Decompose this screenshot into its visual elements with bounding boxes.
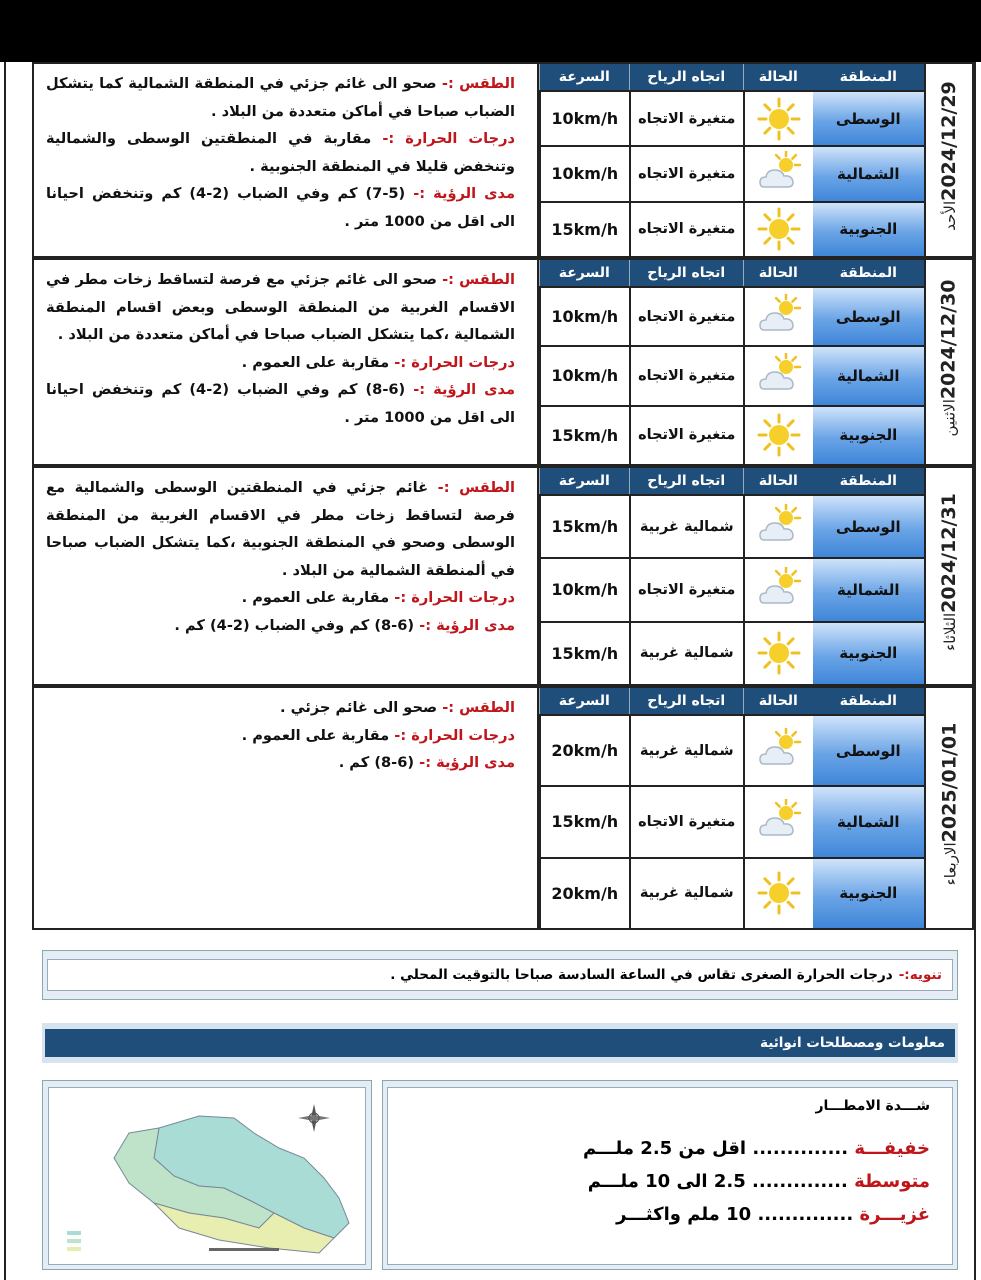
temperature-line	[46, 722, 515, 750]
forecast-row	[539, 201, 924, 256]
region-name: الجنوبية	[813, 203, 924, 256]
wind-direction: شمالية غربية	[629, 623, 743, 684]
forecast-table	[537, 688, 924, 928]
table-header	[539, 260, 924, 286]
forecast-row	[539, 857, 924, 928]
region-name: الجنوبية	[813, 859, 924, 928]
day-name: الأحد	[940, 200, 959, 231]
table-header	[539, 468, 924, 494]
sun-icon	[743, 92, 813, 145]
forecast-table	[537, 64, 924, 256]
rain-item-value: اقل من 2.5 ملـــم	[582, 1138, 747, 1159]
region-name: الجنوبية	[813, 623, 924, 684]
rain-item-dots: ..............	[757, 1204, 854, 1225]
partly-cloudy-icon	[743, 716, 813, 785]
header-region: المنطقة	[813, 688, 924, 714]
forecast-row	[539, 557, 924, 620]
visibility-line	[46, 749, 515, 777]
header-direction: اتجاه الرياح	[629, 688, 743, 714]
forecast-row	[539, 90, 924, 145]
visibility-line	[46, 376, 515, 431]
rain-item-value: 10 ملم واكثـــر	[616, 1204, 752, 1225]
wind-speed: 20km/h	[539, 859, 629, 928]
forecast-row	[539, 405, 924, 464]
sun-icon	[743, 623, 813, 684]
forecast-text	[34, 468, 537, 684]
wind-speed: 10km/h	[539, 288, 629, 345]
wind-speed: 15km/h	[539, 496, 629, 557]
forecast-table	[537, 260, 924, 464]
header-speed: السرعة	[539, 468, 629, 494]
forecast-row	[539, 785, 924, 856]
visibility-line	[46, 612, 515, 640]
region-name: الوسطى	[813, 92, 924, 145]
rain-item-value: 2.5 الى 10 ملـــم	[587, 1171, 746, 1192]
header-state: الحالة	[743, 468, 813, 494]
visibility-text: (6-8) كم وفي الضباب (2-4) كم وتنخفض احيانا الى اقل من 1000 متر .	[46, 381, 515, 426]
visibility-text: (5-7) كم وفي الضباب (2-4) كم وتنخفض احيانا الى اقل من 1000 متر .	[46, 185, 515, 230]
date: 2024/12/31	[938, 493, 960, 613]
forecast-text	[34, 260, 537, 464]
top-black-bar	[0, 0, 981, 62]
date: 2024/12/29	[937, 81, 960, 201]
temperature-text: مقاربة على العموم .	[241, 353, 390, 371]
region-name: الشمالية	[813, 559, 924, 620]
rain-title: شـــدة الامطـــار	[815, 1098, 930, 1114]
temperature-line	[46, 584, 515, 612]
temperature-text: مقاربة في المنطقتين الوسطى والشمالية وتنخفض قليلا في المنطقة الجنوبية .	[46, 130, 515, 175]
temperature-label: درجات الحرارة :-	[394, 589, 515, 606]
wind-direction: متغيرة الاتجاه	[629, 559, 743, 620]
header-region: المنطقة	[813, 260, 924, 286]
table-header	[539, 64, 924, 90]
weather-label: الطقس :-	[441, 75, 515, 92]
note-text: درجات الحرارة الصغرى تقاس في الساعة السادسة صباحا بالتوقيت المحلي .	[390, 967, 893, 983]
note-box	[42, 950, 958, 1000]
date-column	[924, 468, 972, 684]
wind-speed: 10km/h	[539, 147, 629, 200]
temperature-text: مقاربة على العموم .	[241, 726, 390, 744]
visibility-label: مدى الرؤية :-	[413, 381, 516, 398]
region-name: الوسطى	[813, 496, 924, 557]
header-speed: السرعة	[539, 64, 629, 90]
region-name: الشمالية	[813, 347, 924, 404]
region-name: الجنوبية	[813, 407, 924, 464]
weather-text: صحو الى غائم جزئي .	[279, 699, 438, 716]
forecast-text	[34, 64, 537, 256]
wind-direction: متغيرة الاتجاه	[629, 288, 743, 345]
rain-item	[410, 1132, 930, 1165]
forecast-row	[539, 145, 924, 200]
header-state: الحالة	[743, 688, 813, 714]
weather-line	[46, 266, 515, 349]
rain-item-label: متوسطة	[854, 1171, 930, 1192]
forecast-text	[34, 688, 537, 928]
partly-cloudy-icon	[743, 147, 813, 200]
header-direction: اتجاه الرياح	[629, 260, 743, 286]
weather-line	[46, 694, 515, 722]
weather-label: الطقس :-	[437, 479, 515, 496]
visibility-label: مدى الرؤية :-	[419, 616, 515, 634]
partly-cloudy-icon	[743, 559, 813, 620]
wind-speed: 20km/h	[539, 716, 629, 785]
header-state: الحالة	[743, 64, 813, 90]
wind-speed: 10km/h	[539, 559, 629, 620]
info-section-title: معلومات ومصطلحات انوائية	[45, 1029, 955, 1057]
rain-item-dots: ..............	[752, 1138, 849, 1159]
date-column	[924, 260, 972, 464]
header-speed: السرعة	[539, 688, 629, 714]
rain-item	[410, 1198, 930, 1231]
forecast-row	[539, 714, 924, 785]
wind-direction: شمالية غربية	[629, 496, 743, 557]
weather-line	[46, 474, 515, 584]
forecast-day	[32, 466, 974, 686]
sun-icon	[743, 203, 813, 256]
temperature-text: مقاربة على العموم .	[241, 589, 390, 606]
header-region: المنطقة	[813, 64, 924, 90]
partly-cloudy-icon	[743, 787, 813, 856]
weather-text: صحو الى غائم جزئي مع فرصة لتساقط زخات مطر في الاقسام الغربية من المنطقة الوسطى وبعض اقسام المنطقة الشمالية ،كما يتشكل الضباب صباحا في أماكن متعددة من البلاد .	[46, 271, 515, 343]
visibility-label: مدى الرؤية :-	[413, 185, 516, 202]
temperature-line	[46, 125, 515, 180]
region-map-box	[42, 1080, 372, 1270]
forecast-row	[539, 286, 924, 345]
header-state: الحالة	[743, 260, 813, 286]
forecast-row	[539, 494, 924, 557]
weather-label: الطقس :-	[442, 699, 515, 716]
iraq-regions-map	[49, 1088, 367, 1266]
forecast-day	[32, 258, 974, 466]
temperature-line	[46, 349, 515, 377]
info-section-bar	[42, 1023, 958, 1063]
weather-text: صحو الى غائم جزئي في المنطقة الشمالية كما يتشكل الضباب صباحا في أماكن متعددة من البلاد .	[46, 75, 515, 120]
visibility-text: (6-8) كم وفي الضباب (2-4) كم .	[174, 616, 415, 634]
note-label: تنويه:-	[898, 967, 942, 983]
wind-speed: 10km/h	[539, 92, 629, 145]
wind-speed: 10km/h	[539, 347, 629, 404]
wind-direction: شمالية غربية	[629, 716, 743, 785]
wind-speed: 15km/h	[539, 787, 629, 856]
rain-item-label: غزيـــرة	[859, 1204, 930, 1225]
forecast-day	[32, 62, 974, 258]
note-text-row	[47, 959, 953, 991]
wind-direction: متغيرة الاتجاه	[629, 407, 743, 464]
weather-text: غائم جزئي في المنطقتين الوسطى والشمالية مع فرصة لتساقط زخات مطر في الاقسام الغربية من المنطقة الوسطى وصحو في المنطقة الجنوبية ،كما يتشكل الضباب صباحا في ألمنطقة الشمالية من البلاد .	[46, 479, 515, 579]
temperature-label: درجات الحرارة :-	[382, 130, 515, 147]
forecast-table	[537, 468, 924, 684]
date: 2025/01/01	[938, 722, 960, 843]
forecast-row	[539, 345, 924, 404]
visibility-text: (6-8) كم .	[338, 754, 415, 771]
rain-item-label: خفيفـــة	[854, 1138, 930, 1159]
header-speed: السرعة	[539, 260, 629, 286]
day-name: الاربعاء	[941, 842, 959, 886]
wind-direction: متغيرة الاتجاه	[629, 147, 743, 200]
partly-cloudy-icon	[743, 288, 813, 345]
wind-direction: متغيرة الاتجاه	[629, 92, 743, 145]
region-name: الشمالية	[813, 787, 924, 856]
rain-item-dots: ..............	[752, 1171, 848, 1192]
wind-direction: متغيرة الاتجاه	[629, 787, 743, 856]
wind-direction: متغيرة الاتجاه	[629, 347, 743, 404]
temperature-label: درجات الحرارة :-	[394, 353, 515, 371]
table-header	[539, 688, 924, 714]
day-name: الاثنين	[940, 399, 959, 437]
wind-direction: شمالية غربية	[629, 859, 743, 928]
header-direction: اتجاه الرياح	[629, 468, 743, 494]
partly-cloudy-icon	[743, 496, 813, 557]
header-direction: اتجاه الرياح	[629, 64, 743, 90]
wind-speed: 15km/h	[539, 407, 629, 464]
wind-speed: 15km/h	[539, 623, 629, 684]
date: 2024/12/30	[937, 279, 960, 400]
header-region: المنطقة	[813, 468, 924, 494]
compass-icon	[298, 1104, 330, 1132]
forecast-row	[539, 621, 924, 684]
rain-intensity-box	[382, 1080, 958, 1270]
day-name: الثلاثاء	[941, 612, 959, 651]
region-name: الشمالية	[813, 147, 924, 200]
date-column	[924, 64, 972, 256]
weather-label: الطقس :-	[442, 271, 515, 288]
rain-item	[410, 1165, 930, 1198]
wind-speed: 15km/h	[539, 203, 629, 256]
wind-direction: متغيرة الاتجاه	[629, 203, 743, 256]
date-column	[924, 688, 972, 928]
partly-cloudy-icon	[743, 347, 813, 404]
forecast-day	[32, 686, 974, 930]
sun-icon	[743, 407, 813, 464]
region-name: الوسطى	[813, 288, 924, 345]
weather-line	[46, 70, 515, 125]
visibility-line	[46, 180, 515, 235]
sun-icon	[743, 859, 813, 928]
temperature-label: درجات الحرارة :-	[394, 726, 515, 744]
region-name: الوسطى	[813, 716, 924, 785]
visibility-label: مدى الرؤية :-	[419, 754, 515, 771]
